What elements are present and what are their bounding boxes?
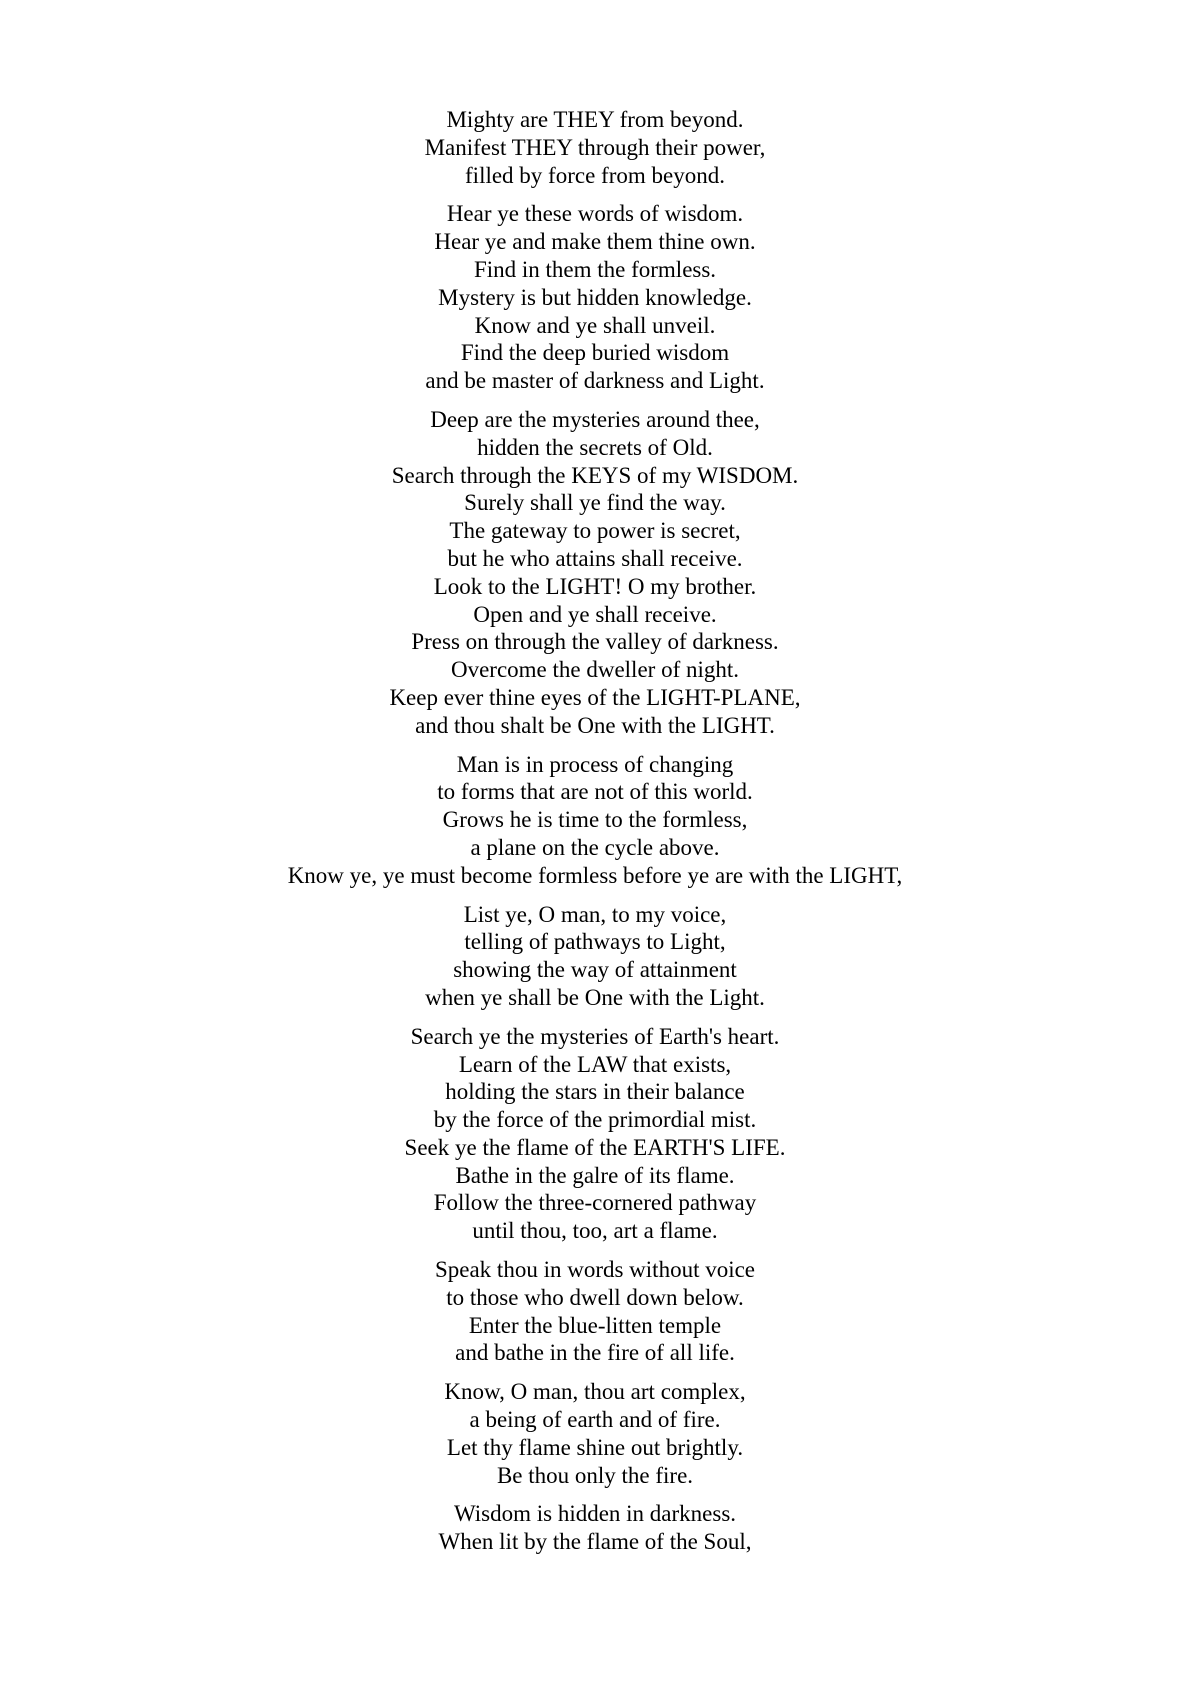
- poem-line: Keep ever thine eyes of the LIGHT-PLANE,: [389, 684, 801, 710]
- poem-line: Surely shall ye find the way.: [464, 490, 726, 516]
- poem-line: Grows he is time to the formless,: [442, 807, 748, 833]
- poem-line: Mystery is but hidden knowledge.: [438, 284, 752, 310]
- poem-line: Open and ye shall receive.: [473, 601, 717, 627]
- poem-line: The gateway to power is secret,: [449, 518, 741, 544]
- poem-line: hidden the secrets of Old.: [477, 434, 713, 460]
- poem-line: to those who dwell down below.: [446, 1284, 744, 1310]
- poem-line: Enter the blue-litten temple: [468, 1312, 722, 1338]
- poem-line: Search through the KEYS of my WISDOM.: [391, 462, 799, 488]
- stanza-3: [0, 406, 1190, 740]
- poem-line: Deep are the mysteries around thee,: [430, 406, 760, 432]
- poem-line: showing the way of attainment: [453, 957, 737, 983]
- poem-line: and bathe in the fire of all life.: [455, 1340, 735, 1366]
- stanza-2: [0, 200, 1190, 395]
- stanza-1: [0, 106, 1190, 189]
- poem-line: Bathe in the galre of its flame.: [455, 1162, 735, 1188]
- poem-line: and thou shalt be One with the LIGHT.: [415, 712, 775, 738]
- poem-line: Let thy flame shine out brightly.: [446, 1434, 744, 1460]
- poem-line: Know, O man, thou art complex,: [444, 1379, 746, 1405]
- poem-line: to forms that are not of this world.: [437, 779, 753, 805]
- poem-line: filled by force from beyond.: [465, 162, 725, 188]
- poem-line: Press on through the valley of darkness.: [411, 629, 779, 655]
- poem-line: Seek ye the flame of the EARTH'S LIFE.: [404, 1134, 786, 1160]
- poem-line: Wisdom is hidden in darkness.: [453, 1501, 737, 1527]
- stanza-7: [0, 1256, 1190, 1367]
- poem-line: Be thou only the fire.: [496, 1462, 694, 1488]
- poem-line: Mighty are THEY from beyond.: [446, 107, 744, 132]
- poem-line: Man is in process of changing: [456, 751, 734, 777]
- poem-line: a plane on the cycle above.: [470, 834, 720, 860]
- poem-line: Hear ye and make them thine own.: [434, 229, 756, 255]
- poem-line: Find in them the formless.: [473, 256, 717, 282]
- poem-line: but he who attains shall receive.: [447, 545, 743, 571]
- stanza-4: [0, 751, 1190, 890]
- poem-line: Learn of the LAW that exists,: [458, 1051, 732, 1077]
- poem-line: List ye, O man, to my voice,: [463, 901, 727, 927]
- stanza-5: [0, 901, 1190, 1012]
- poem-line: by the force of the primordial mist.: [433, 1107, 757, 1133]
- poem-line: Overcome the dweller of night.: [450, 657, 740, 683]
- poem-line: Know and ye shall unveil.: [474, 312, 716, 338]
- poem-line: Speak thou in words without voice: [434, 1257, 756, 1283]
- poem-line: Know ye, ye must become formless before ye are with the LIGHT,: [287, 862, 903, 888]
- poem-line: telling of pathways to Light,: [464, 929, 726, 955]
- poem-line: Search ye the mysteries of Earth's heart.: [410, 1023, 780, 1049]
- poem-line: Look to the LIGHT! O my brother.: [433, 573, 757, 599]
- poem-line: a being of earth and of fire.: [469, 1407, 721, 1433]
- poem-line: Hear ye these words of wisdom.: [446, 201, 744, 227]
- poem-page: [0, 106, 1190, 1567]
- stanza-8: [0, 1378, 1190, 1489]
- poem-line: When lit by the flame of the Soul,: [438, 1529, 752, 1555]
- poem-line: holding the stars in their balance: [445, 1079, 745, 1105]
- poem-line: when ye shall be One with the Light.: [425, 984, 765, 1010]
- poem-line: and be master of darkness and Light.: [425, 368, 765, 394]
- poem-line: until thou, too, art a flame.: [472, 1218, 718, 1244]
- poem-line: Follow the three-cornered pathway: [433, 1190, 757, 1216]
- poem-line: Manifest THEY through their power,: [424, 134, 766, 160]
- stanza-6: [0, 1023, 1190, 1245]
- poem-line: Find the deep buried wisdom: [460, 340, 730, 366]
- stanza-9: [0, 1500, 1190, 1556]
